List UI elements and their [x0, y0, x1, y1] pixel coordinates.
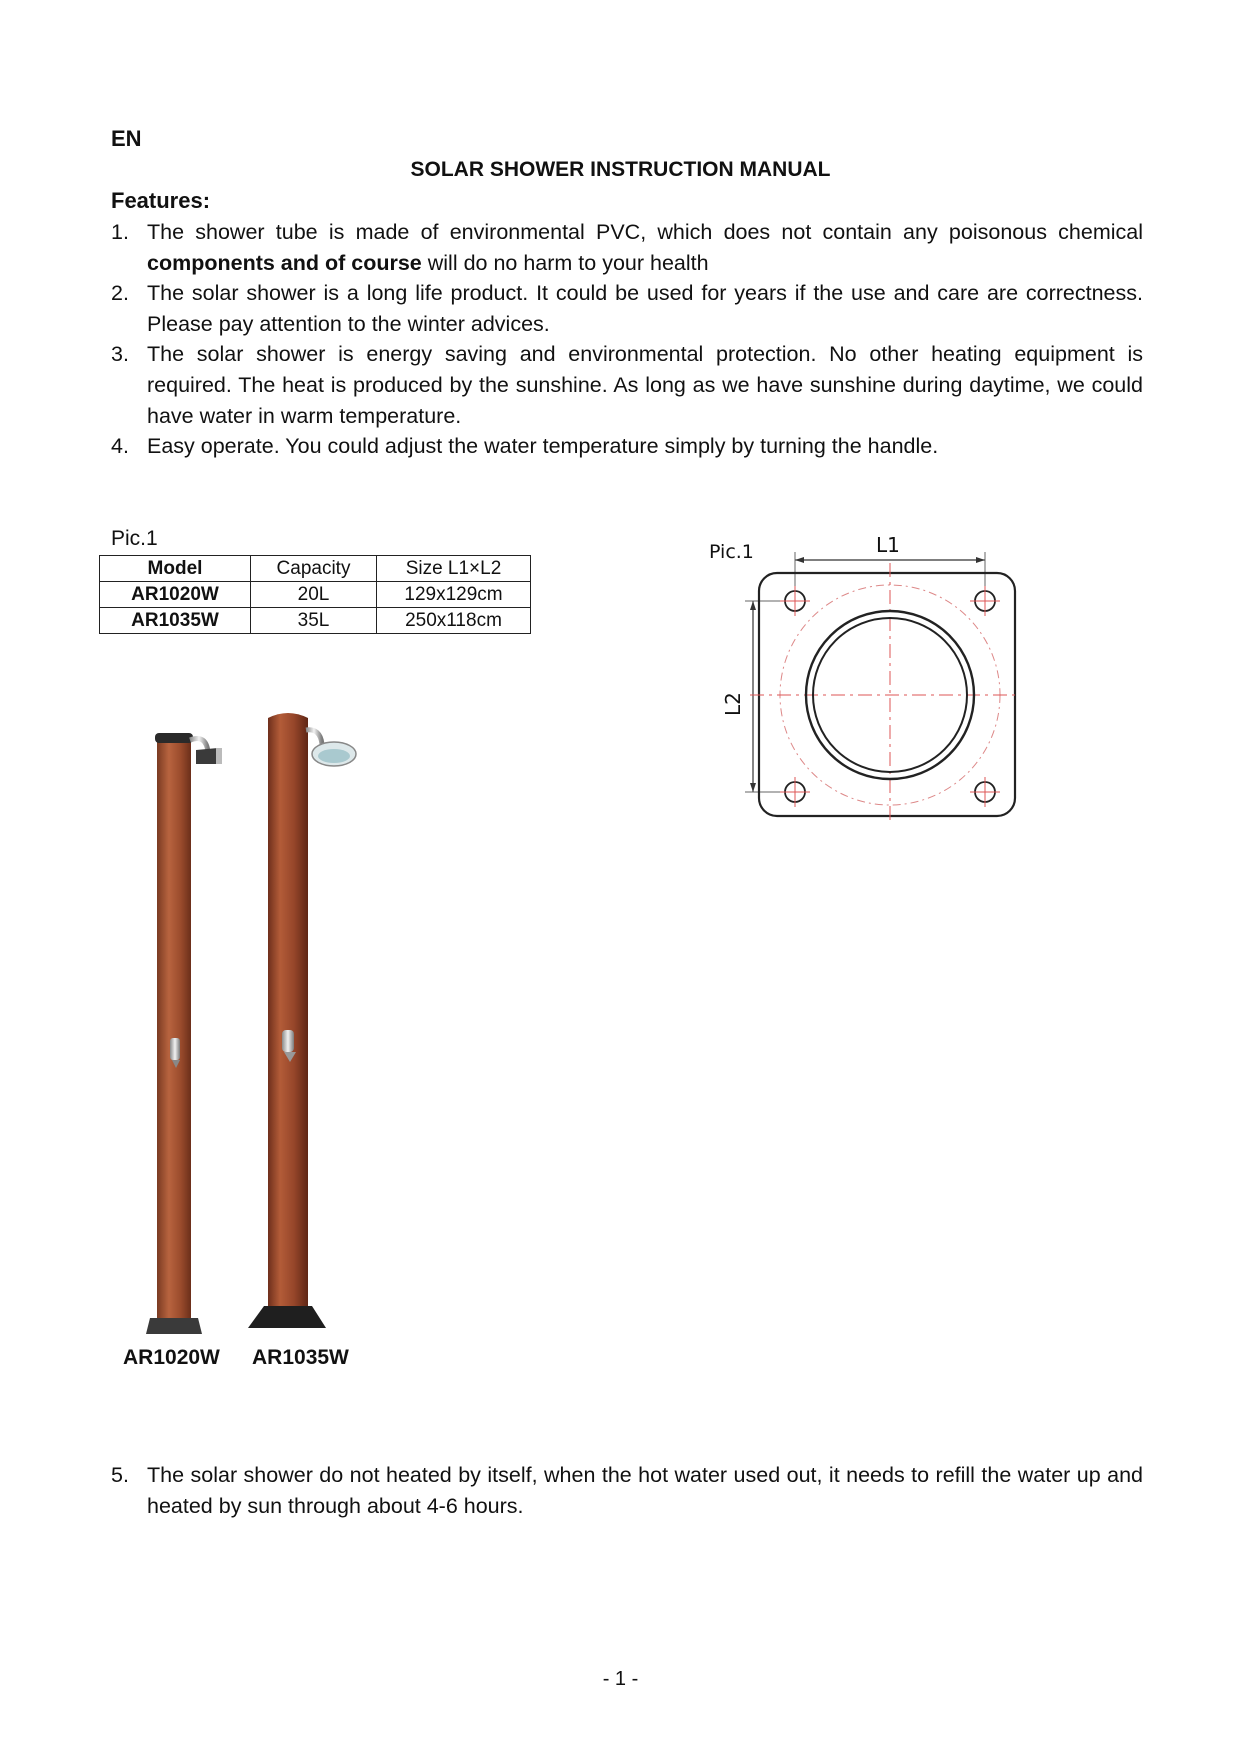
table-row	[100, 608, 531, 634]
bolt-hole	[970, 777, 1000, 807]
base-plate-diagram	[700, 530, 1220, 840]
dim-label-l1: L1	[876, 533, 900, 557]
feature-item-2	[111, 278, 1143, 340]
valve-handle-icon	[282, 1030, 294, 1052]
page-number: - 1 -	[602, 1668, 639, 1690]
feature-item-5	[111, 1460, 1143, 1522]
table-cell: 250x118cm	[377, 608, 531, 634]
feature-text: The solar shower is a long life product. It could be used for years if the use and care are correctness. Please pay attention to the winter advices.	[147, 281, 1143, 336]
features-heading: Features:	[111, 188, 211, 213]
product-caption: AR1035W	[252, 1346, 349, 1369]
arrow-icon	[750, 601, 756, 610]
shower-ar1035w	[248, 713, 356, 1328]
table-cell: 35L	[251, 608, 377, 634]
table-header: Capacity	[251, 556, 377, 582]
valve-handle-icon	[170, 1038, 180, 1060]
language-code: EN	[111, 126, 142, 151]
feature-text: Easy operate. You could adjust the water temperature simply by turning the handle.	[147, 434, 939, 458]
feature-number: 3.	[111, 342, 129, 366]
feature-item-3	[111, 339, 1143, 432]
product-caption: AR1020W	[123, 1346, 220, 1369]
table-cell: 129x129cm	[377, 582, 531, 608]
feature-text: The shower tube is made of environmental PVC, which does not contain any poisonous chemical	[147, 220, 1143, 244]
table-pic-label: Pic.1	[111, 527, 158, 550]
feature-number: 5.	[111, 1463, 129, 1487]
table-header-row	[100, 556, 531, 582]
shower-ar1020w	[146, 733, 222, 1334]
table-cell: AR1035W	[100, 608, 251, 634]
feature-number: 1.	[111, 220, 129, 244]
dim-label-l2: L2	[721, 692, 745, 716]
bolt-hole	[780, 777, 810, 807]
feature-text-bold: components and of course	[147, 251, 422, 275]
feature-item-1	[111, 217, 1143, 279]
arrow-icon	[976, 557, 985, 563]
feature-text: The solar shower is energy saving and environmental protection. No other heating equipment is required. The heat is produced by the sunshine. As long as we have sunshine during daytime, we could have water in warm temperature.	[147, 342, 1143, 428]
bolt-hole	[970, 586, 1000, 616]
spec-table	[99, 555, 531, 634]
diagram-pic-label: Pic.1	[709, 541, 754, 563]
table-header: Size L1×L2	[377, 556, 531, 582]
product-illustration	[130, 700, 390, 1330]
page-title: SOLAR SHOWER INSTRUCTION MANUAL	[410, 158, 831, 181]
table-row	[100, 582, 531, 608]
feature-number: 4.	[111, 434, 129, 458]
bolt-hole	[780, 586, 810, 616]
table-cell: AR1020W	[100, 582, 251, 608]
table-cell: 20L	[251, 582, 377, 608]
arrow-icon	[795, 557, 804, 563]
feature-text: The solar shower do not heated by itself, when the hot water used out, it needs to refill the water up and heated by sun through about 4-6 hours.	[147, 1463, 1143, 1518]
feature-number: 2.	[111, 281, 129, 305]
table-header: Model	[100, 556, 251, 582]
arrow-icon	[750, 783, 756, 792]
shower-head-icon	[196, 748, 218, 764]
feature-text: will do no harm to your health	[421, 251, 709, 275]
feature-item-4	[111, 431, 1143, 462]
